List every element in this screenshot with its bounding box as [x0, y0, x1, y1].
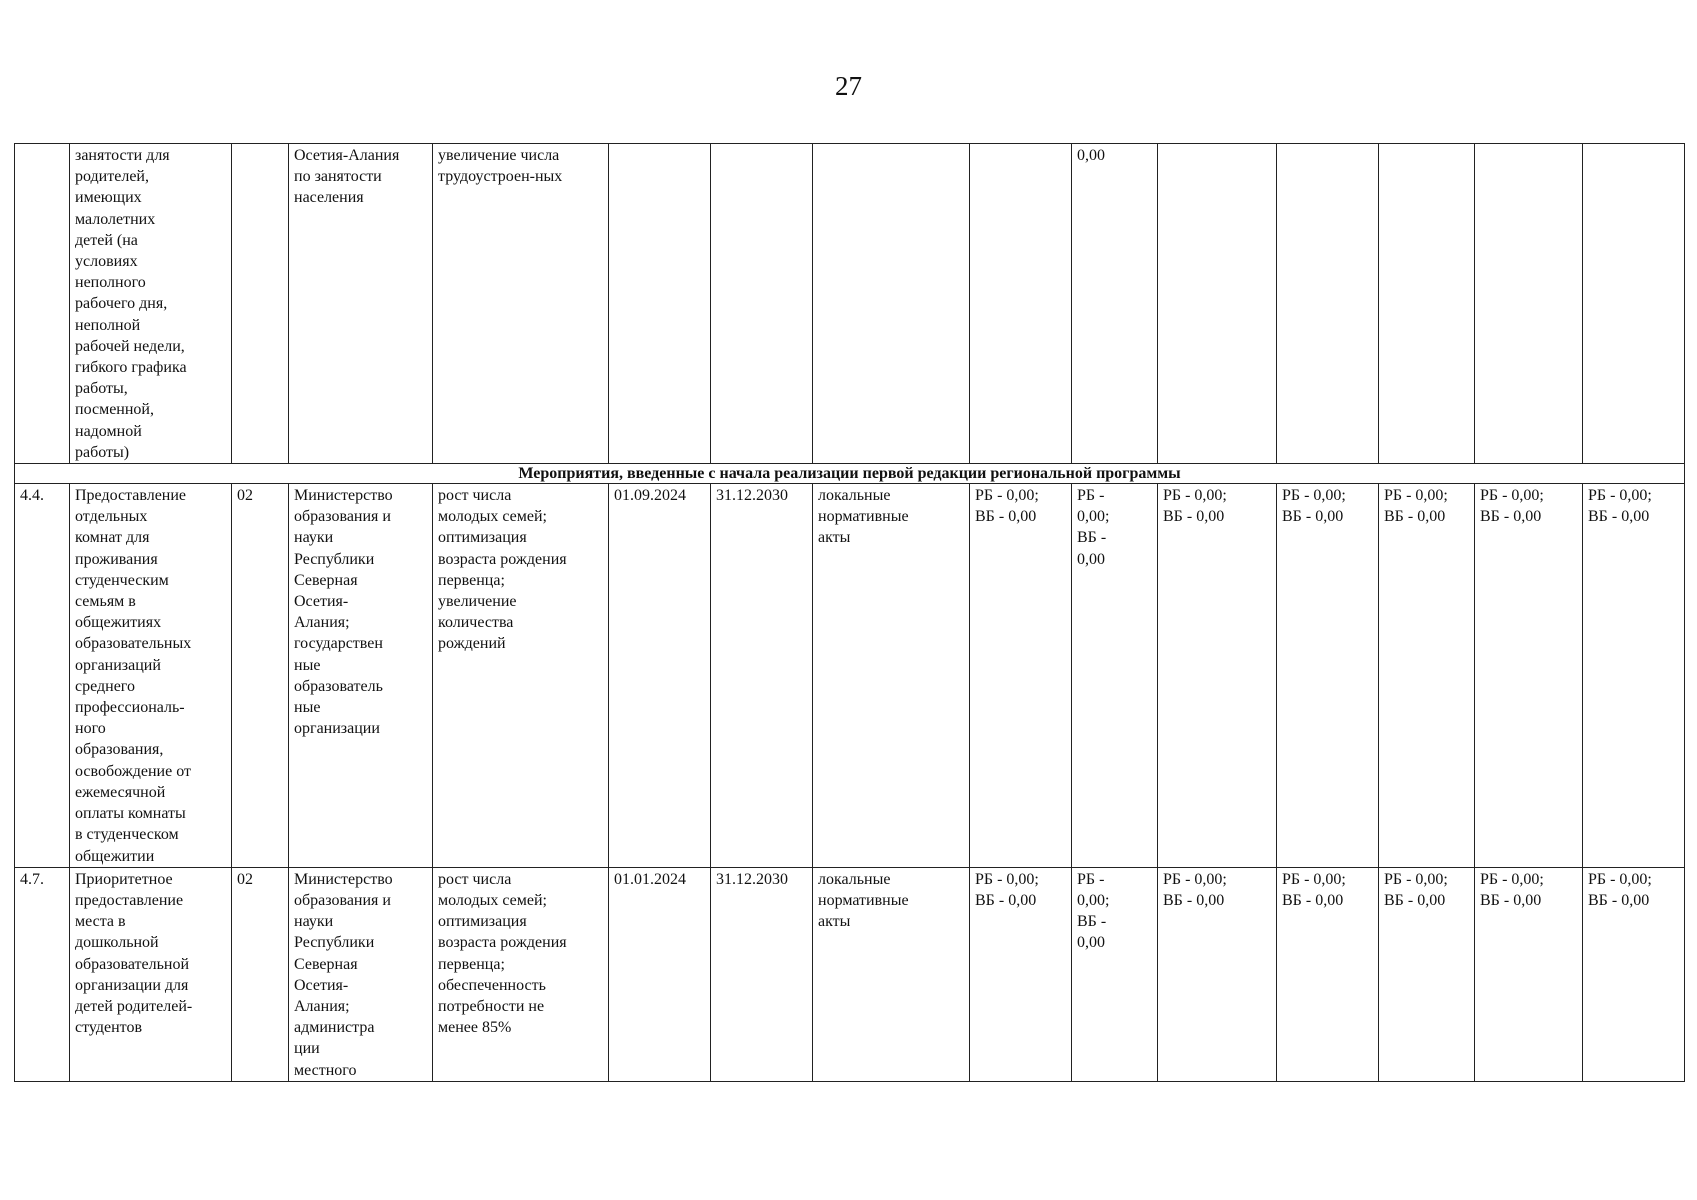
- executor-cell: Министерство образования и науки Республики Северная Осетия- Алания; государствен ные образователь ные организации: [289, 484, 433, 868]
- funding-cell: РБ - 0,00; ВБ - 0,00: [1277, 484, 1379, 868]
- end-date-cell: 31.12.2030: [711, 867, 813, 1081]
- measure-number-cell: 4.4.: [15, 484, 70, 868]
- funding-cell: РБ - 0,00; ВБ - 0,00: [1072, 484, 1158, 868]
- program-measures-table: [14, 143, 1685, 1082]
- section-title: Мероприятия, введенные с начала реализации первой редакции региональной программы: [15, 464, 1685, 484]
- end-date-cell: [711, 144, 813, 464]
- funding-cell: РБ - 0,00; ВБ - 0,00: [1158, 867, 1277, 1081]
- funding-cell: РБ - 0,00; ВБ - 0,00: [1583, 484, 1685, 868]
- funding-cell: РБ - 0,00; ВБ - 0,00: [1475, 484, 1583, 868]
- measure-number-cell: [15, 144, 70, 464]
- start-date-cell: 01.09.2024: [609, 484, 711, 868]
- page-number: 27: [835, 71, 862, 101]
- measure-name-cell: занятости для родителей, имеющих малолетних детей (на условиях неполного рабочего дня, неполной рабочей недели, гибкого графика работы, посменной, надомной работы): [70, 144, 232, 464]
- table-row: [15, 144, 1685, 464]
- funding-cell: РБ - 0,00; ВБ - 0,00: [970, 867, 1072, 1081]
- funding-cell: [1583, 144, 1685, 464]
- expected-result-cell: рост числа молодых семей; оптимизация возраста рождения первенца; обеспеченность потребности не менее 85%: [433, 867, 609, 1081]
- table-row: [15, 867, 1685, 1081]
- measure-code-cell: 02: [232, 867, 289, 1081]
- measure-code-cell: 02: [232, 484, 289, 868]
- funding-cell: РБ - 0,00; ВБ - 0,00: [1583, 867, 1685, 1081]
- funding-cell: РБ - 0,00; ВБ - 0,00: [1379, 484, 1475, 868]
- start-date-cell: [609, 144, 711, 464]
- start-date-cell: 01.01.2024: [609, 867, 711, 1081]
- legal-basis-cell: [813, 144, 970, 464]
- expected-result-cell: рост числа молодых семей; оптимизация возраста рождения первенца; увеличение количества рождений: [433, 484, 609, 868]
- funding-cell: РБ - 0,00; ВБ - 0,00: [1475, 867, 1583, 1081]
- section-header-row: [15, 464, 1685, 484]
- measure-code-cell: [232, 144, 289, 464]
- executor-cell: Министерство образования и науки Республики Северная Осетия- Алания; администра ции местного: [289, 867, 433, 1081]
- legal-basis-cell: локальные нормативные акты: [813, 484, 970, 868]
- measure-name-cell: Приоритетное предоставление места в дошкольной образовательной организации для детей родителей- студентов: [70, 867, 232, 1081]
- funding-cell: [1277, 144, 1379, 464]
- funding-cell: [1379, 144, 1475, 464]
- funding-cell: РБ - 0,00; ВБ - 0,00: [1379, 867, 1475, 1081]
- executor-cell: Осетия-Алания по занятости населения: [289, 144, 433, 464]
- funding-cell: РБ - 0,00; ВБ - 0,00: [1158, 484, 1277, 868]
- funding-cell: [970, 144, 1072, 464]
- legal-basis-cell: локальные нормативные акты: [813, 867, 970, 1081]
- measure-number-cell: 4.7.: [15, 867, 70, 1081]
- funding-cell: РБ - 0,00; ВБ - 0,00: [970, 484, 1072, 868]
- table-row: [15, 484, 1685, 868]
- funding-cell: [1475, 144, 1583, 464]
- funding-cell: РБ - 0,00; ВБ - 0,00: [1072, 867, 1158, 1081]
- measure-name-cell: Предоставление отдельных комнат для проживания студенческим семьям в общежитиях образовательных организаций среднего профессиональ- ного образования, освобождение от ежемесячной оплаты комнаты в студенческом общежитии: [70, 484, 232, 868]
- end-date-cell: 31.12.2030: [711, 484, 813, 868]
- funding-cell: РБ - 0,00; ВБ - 0,00: [1277, 867, 1379, 1081]
- funding-cell: [1158, 144, 1277, 464]
- expected-result-cell: увеличение числа трудоустроен-ных: [433, 144, 609, 464]
- funding-cell: 0,00: [1072, 144, 1158, 464]
